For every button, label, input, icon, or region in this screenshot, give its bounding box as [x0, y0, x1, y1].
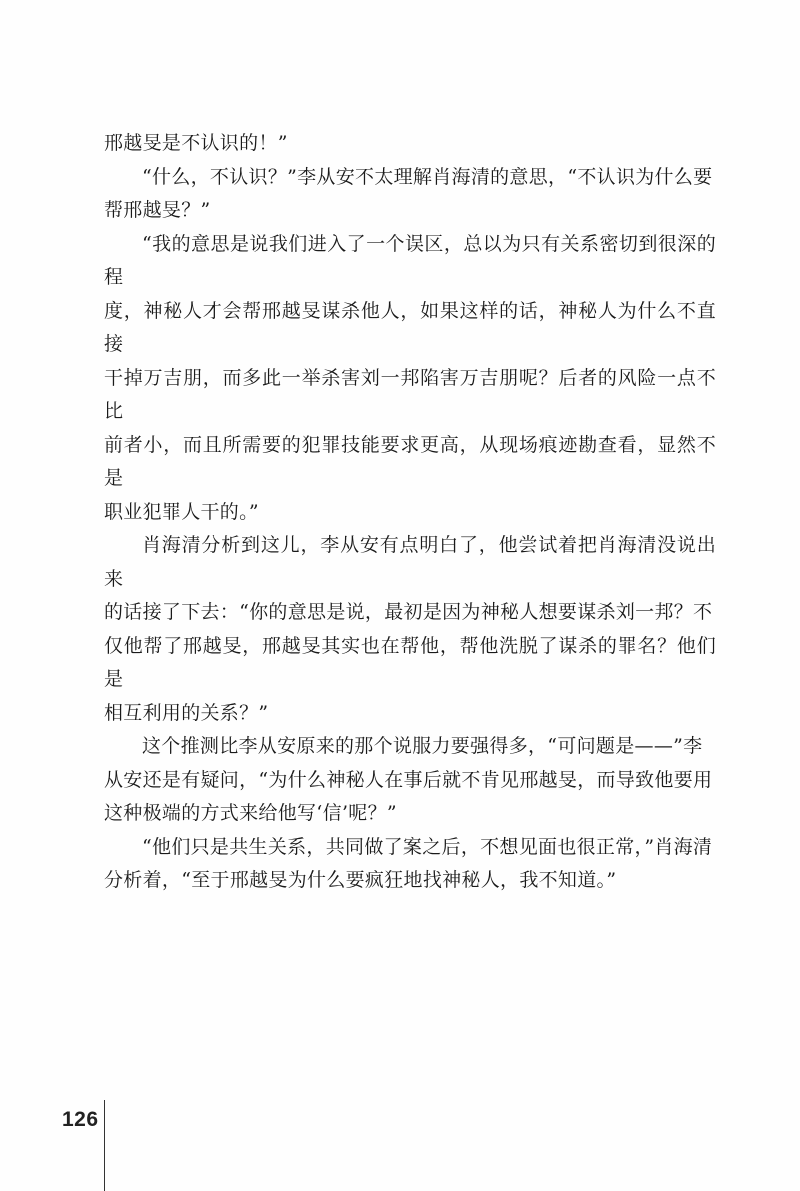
- paragraph: “我的意思是说我们进入了一个误区，总以为只有关系密切到很深的程 度，神秘人才会帮邢越旻谋杀他人，如果这样的话，神秘人为什么不直接 干掉万吉朋，而多此一举杀害刘一邦陷害万吉朋呢？后者的风险一点不比 前者小，而且所需要的犯罪技能要求更高，从现场痕迹勘查看，显然不是 职业犯罪人干的。”: [104, 232, 716, 523]
- paragraph: “他们只是共生关系，共同做了案之后，不想见面也很正常，”肖海清 分析着，“至于邢越旻为什么要疯狂地找神秘人，我不知道。”: [104, 835, 713, 891]
- body-text: [104, 127, 716, 898]
- paragraph: 邢越旻是不认识的！”: [104, 132, 288, 154]
- page-number: 126: [62, 1108, 99, 1131]
- paragraph: “什么，不认识？”李从安不太理解肖海清的意思，“不认识为什么要 帮邢越旻？”: [104, 165, 713, 221]
- folio-divider: [104, 1100, 105, 1191]
- paragraph: 肖海清分析到这儿，李从安有点明白了，他尝试着把肖海清没说出来 的话接了下去：“你的意思是说，最初是因为神秘人想要谋杀刘一邦？不 仅他帮了邢越旻，邢越旻其实也在帮他，帮他洗脱了谋杀的罪名？他们是 相互利用的关系？”: [104, 534, 716, 724]
- paragraph: 这个推测比李从安原来的那个说服力要强得多，“可问题是——”李 从安还是有疑问，“为什么神秘人在事后就不肯见邢越旻，而导致他要用 这种极端的方式来给他写‘信’呢？”: [104, 735, 713, 824]
